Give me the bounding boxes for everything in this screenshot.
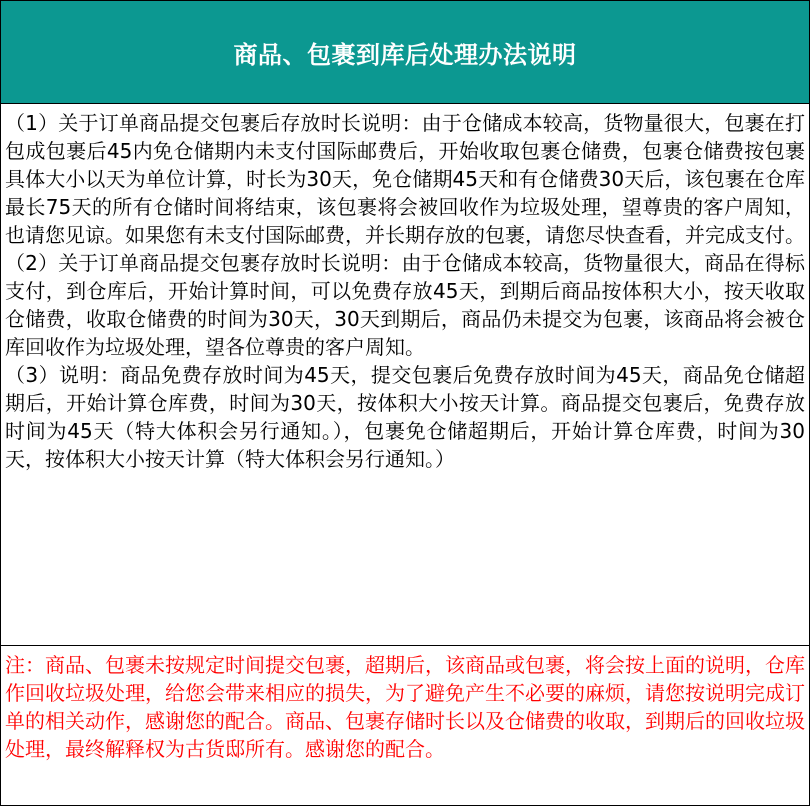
policy-paragraph-1: （1）关于订单商品提交包裹后存放时长说明：由于仓储成本较高，货物量很大，包裹在打包成包裹后45内免仓储期内未支付国际邮费后，开始收取包裹仓储费，包裹仓储费按包裹具体大小以天为单位计算，时长为30天，免仓储期45天和有仓储费30天后，该包裹在仓库最长75天的所有仓储时间将结束，该包裹将会被回收作为垃圾处理，望尊贵的客户周知，也请您见谅。如果您有未支付国际邮费，并长期存放的包裹，请您尽快查看，并完成支付。 (5, 111, 805, 247)
page-title: 商品、包裹到库后处理办法说明 (233, 40, 577, 69)
header-bar (1, 1, 809, 104)
note-text: 注：商品、包裹未按规定时间提交包裹，超期后，该商品或包裹，将会按上面的说明，仓库作回收垃圾处理，给您会带来相应的损失，为了避免产生不必要的麻烦，请您按说明完成订单的相关动作，感谢您的配合。商品、包裹存储时长以及仓储费的收取，到期后的回收垃圾处理，最终解释权为古货邸所有。感谢您的配合。 (5, 653, 805, 761)
note-section (1, 646, 809, 804)
policy-paragraph-3: （3）说明：商品免费存放时间为45天，提交包裹后免费存放时间为45天，商品免仓储超期后，开始计算仓库费，时间为30天，按体积大小按天计算。商品提交包裹后，免费存放时间为45天（特大体积会另行通知。），包裹免仓储超期后，开始计算仓库费，时间为30天，按体积大小按天计算（特大体积会另行通知。） (5, 363, 805, 471)
policy-body (1, 104, 809, 646)
policy-paragraph-2: （2）关于订单商品提交包裹存放时长说明：由于仓储成本较高，货物量很大，商品在得标支付，到仓库后，开始计算时间，可以免费存放45天，到期后商品按体积大小，按天收取仓储费，收取仓储费的时间为30天，30天到期后，商品仍未提交为包裹，该商品将会被仓库回收作为垃圾处理，望各位尊贵的客户周知。 (5, 251, 805, 359)
